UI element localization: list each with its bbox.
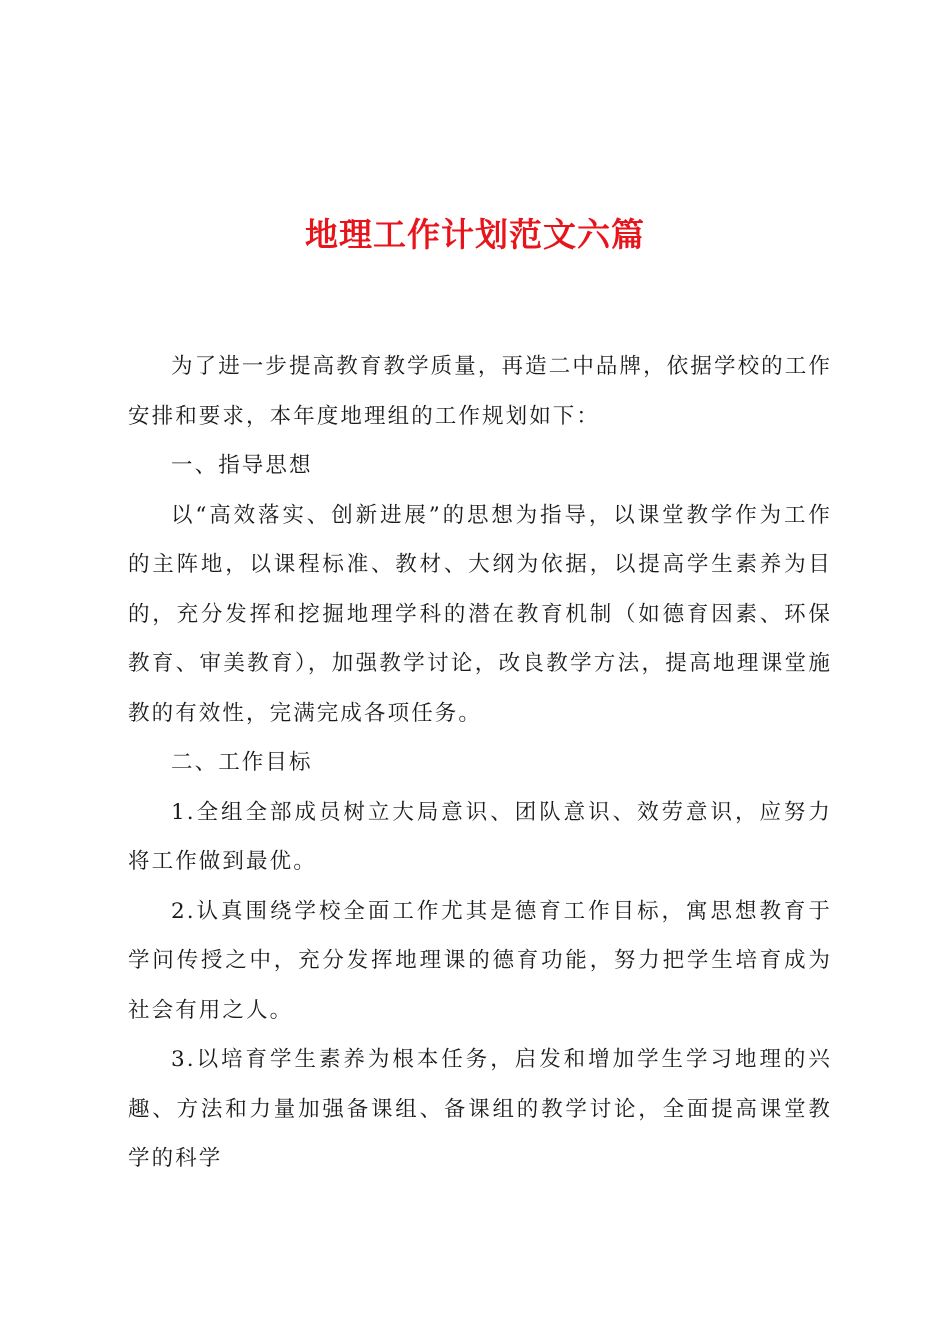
intro-paragraph: 为了进一步提高教育教学质量，再造二中品牌，依据学校的工作安排和要求，本年度地理组的工作规划如下： — [128, 354, 832, 429]
goal-item-1: 1.全组全部成员树立大局意识、团队意识、效劳意识，应努力将工作做到最优。 — [128, 799, 832, 874]
goal-item-2: 2.认真围绕学校全面工作尤其是德育工作目标，寓思想教育于学问传授之中，充分发挥地理课的德育功能，努力把学生培育成为社会有用之人。 — [128, 898, 832, 1023]
goal-item-3: 3.以培育学生素养为根本任务，启发和增加学生学习地理的兴趣、方法和力量加强备课组、备课组的教学讨论，全面提高课堂教学的科学 — [128, 1047, 832, 1171]
guiding-ideology-paragraph: 以“高效落实、创新进展”的思想为指导，以课堂教学作为工作的主阵地，以课程标准、教材、大纲为依据，以提高学生素养为目的，充分发挥和挖掘地理学科的潜在教育机制（如德育因素、环保教育、审美教育），加强教学讨论，改良教学方法，提高地理课堂施教的有效性，完满完成各项任务。 — [128, 502, 832, 726]
document-title: 地理工作计划范文六篇 — [305, 215, 645, 254]
document-body — [128, 342, 832, 1184]
section-heading-guiding-ideology: 一、指导思想 — [171, 453, 313, 478]
section-heading-work-goals: 二、工作目标 — [171, 750, 313, 775]
